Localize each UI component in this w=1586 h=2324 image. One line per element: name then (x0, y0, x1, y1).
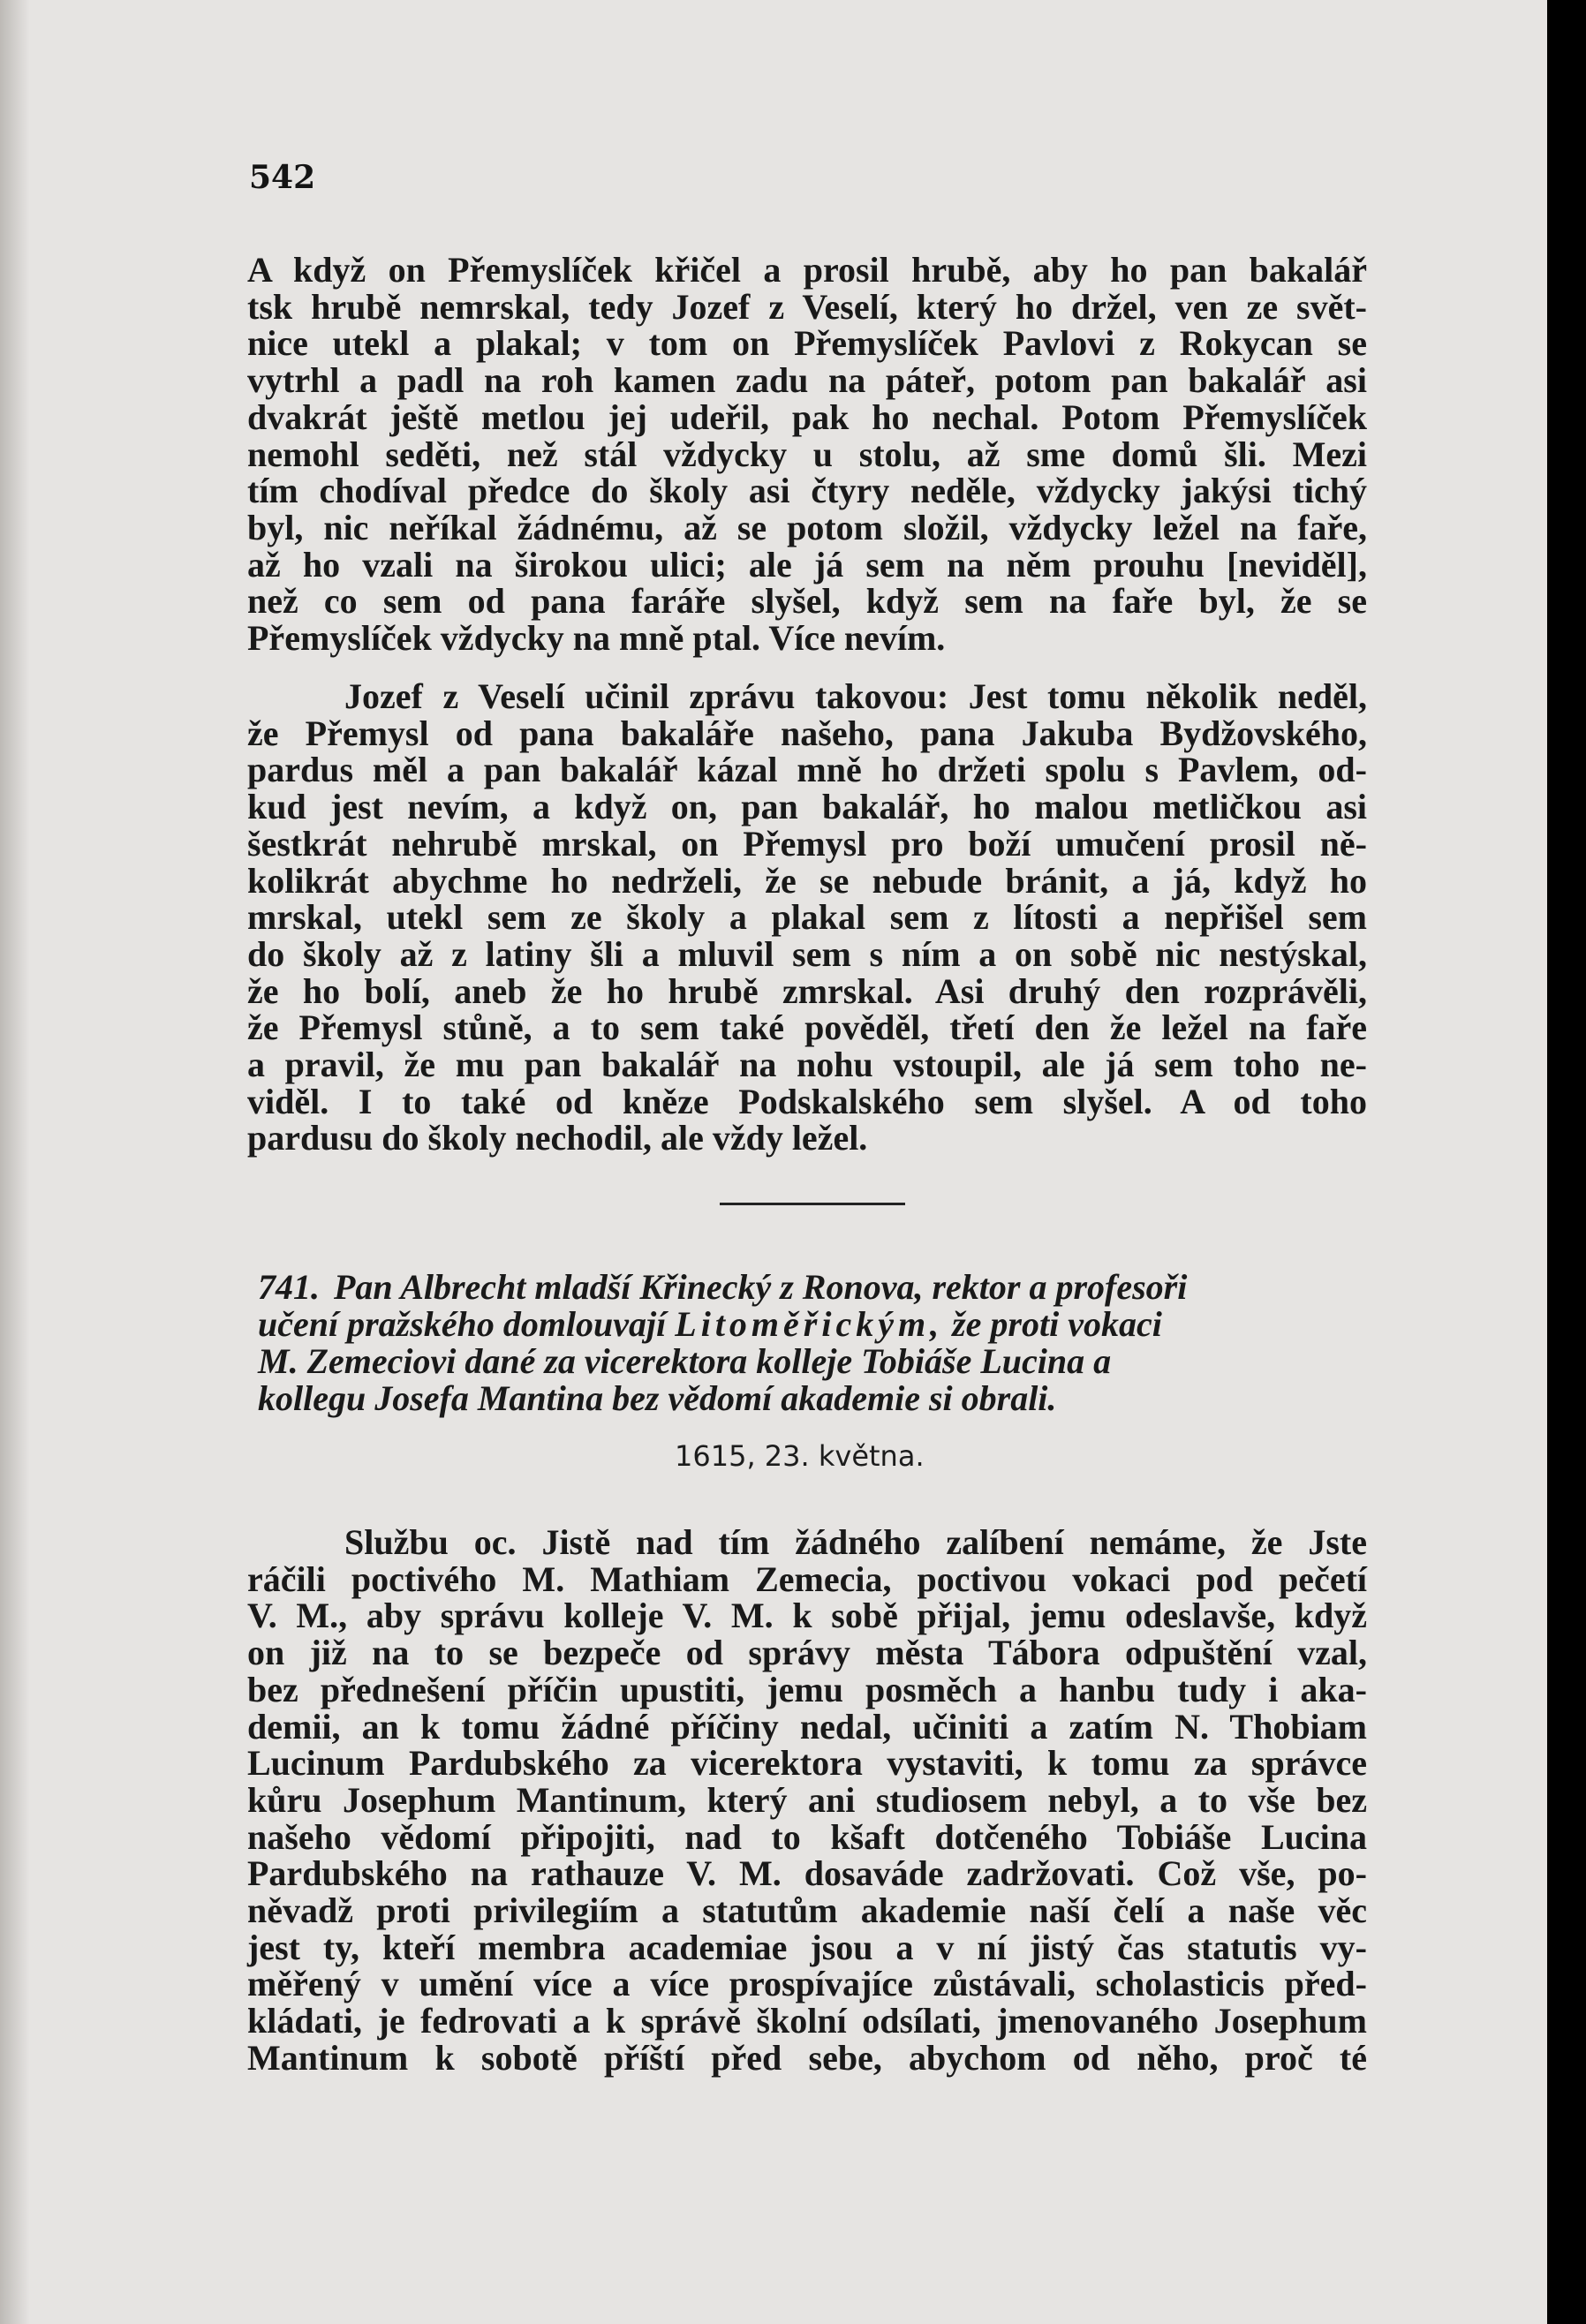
text-line: A když on Přemyslíček křičel a prosil hrubě, aby ho pan bakalář (247, 250, 1367, 290)
text-line: Lucinum Pardubského za vicerektora vystaviti, k tomu za správce (247, 1743, 1367, 1784)
text-line: tsk hrubě nemrskal, tedy Jozef z Veselí, který ho držel, ven ze svět- (247, 286, 1367, 327)
text-line: něvadž proti privilegiím a statutům akademie naší čelí a naše věc (247, 1890, 1367, 1931)
heading-line: kollegu Josefa Mantina bez vědomí akademie si obrali. (258, 1378, 1057, 1418)
text-line: Jozef z Veselí učinil zprávu takovou: Jest tomu několik neděl, (344, 676, 1367, 716)
paragraph-testimony-1 (247, 252, 1367, 657)
document-date: 1615, 23. května. (675, 1439, 925, 1473)
text-line: pardusu do školy nechodil, ale vždy ležel. (247, 1118, 868, 1158)
text-line: pardus měl a pan bakalář kázal mně ho držeti spolu s Pavlem, od- (247, 750, 1367, 790)
heading-line (258, 1306, 1372, 1343)
text-line: dvakrát ještě metlou jej udeřil, pak ho nechal. Potom Přemyslíček (247, 396, 1367, 437)
text-line: šestkrát nehrubě mrskal, on Přemysl pro boží umučení prosil ně- (247, 823, 1367, 864)
heading-text: Pan Albrecht mladší Křinecký z Ronova, rektor a profesoři (334, 1267, 1188, 1307)
text-line: kládati, je fedrovati a k správě školní odsílati, jmenovaného Josephum (247, 2001, 1367, 2041)
text-line: bez přednešení příčin upustiti, jemu posměch a hanbu tudy i aka- (247, 1669, 1367, 1709)
text-line: kud jest nevím, a když on, pan bakalář, ho malou metličkou asi (247, 787, 1367, 827)
text-line: tím chodíval předce do školy asi čtyry neděle, vždycky jakýsi tichý (247, 471, 1367, 511)
heading-text: učení pražského domlouvají (258, 1304, 676, 1344)
text-line: mrskal, utekl sem ze školy a plakal sem z lítosti a nepřišel sem (247, 897, 1367, 938)
heading-spaced-name: Litoměřickým, (675, 1304, 944, 1344)
text-line: že Přemysl stůně, a to sem také pověděl, třetí den že ležel na faře (247, 1007, 1367, 1048)
heading-line: M. Zemeciovi dané za vicerektora kolleje Tobiáše Lucina a (258, 1341, 1112, 1381)
text-line: Přemyslíček vždycky na mně ptal. Více nevím. (247, 618, 946, 659)
text-line: než co sem od pana faráře slyšel, když sem na faře byl, že se (247, 581, 1367, 622)
text-line: kolikrát abychme ho nedrželi, že se nebude bránit, a já, když ho (247, 860, 1367, 901)
text-line: kůru Josephum Mantinum, který ani studiosem nebyl, a to vše bez (247, 1779, 1367, 1820)
text-line: že ho bolí, aneb že ho hrubě zmrskal. Asi druhý den rozprávěli, (247, 970, 1367, 1011)
document-heading (258, 1269, 1372, 1417)
page-number: 542 (249, 159, 316, 196)
text-line: on již na to se bezpeče od správy města Tábora odpuštění vzal, (247, 1633, 1367, 1673)
text-line: demii, an k tomu žádné příčiny nedal, učiniti a zatím N. Thobiam (247, 1706, 1367, 1747)
text-line: do školy až z latiny šli a mluvil sem s ním a on sobě nic nestýskal, (247, 933, 1367, 974)
document-number: 741. (258, 1267, 320, 1307)
text-line: až ho vzali na širokou ulici; ale já sem na něm prouhu [neviděl], (247, 544, 1367, 585)
text-line: vytrhl a padl na roh kamen zadu na páteř, potom pan bakalář asi (247, 360, 1367, 401)
text-line: měřený v umění více a více prospívajíce zůstávali, scholasticis před- (247, 1964, 1367, 2004)
paragraph-letter (247, 1524, 1367, 2077)
text-line: nice utekl a plakal; v tom on Přemyslíček Pavlovi z Rokycan se (247, 323, 1367, 364)
page-gutter-shadow (0, 0, 30, 2324)
text-line: našeho vědomí připojiti, nad to kšaft dotčeného Tobiáše Lucina (247, 1816, 1367, 1857)
text-line: V. M., aby správu kolleje V. M. k sobě přijal, jemu odeslavše, když (247, 1596, 1367, 1636)
text-line: a pravil, že mu pan bakalář na nohu vstoupil, ale já sem toho ne- (247, 1045, 1367, 1085)
paragraph-testimony-2 (247, 678, 1367, 1157)
text-line: jest ty, kteří membra academiae jsou a v ní jistý čas statutis vy- (247, 1927, 1367, 1967)
section-divider (720, 1203, 905, 1205)
text-line: nemohl seděti, než stál vždycky u stolu, až sme domů šli. Mezi (247, 434, 1367, 474)
text-line: Mantinum k sobotě příští před sebe, abychom od něho, proč té (247, 2037, 1367, 2078)
text-line: viděl. I to také od kněze Podskalského sem slyšel. A od toho (247, 1081, 1367, 1121)
text-line: ráčili poctivého M. Mathiam Zemecia, poctivou vokaci pod pečetí (247, 1558, 1367, 1599)
text-line: že Přemysl od pana bakaláře našeho, pana Jakuba Bydžovského, (247, 713, 1367, 753)
heading-line (258, 1269, 1372, 1306)
text-line: Pardubského na rathauze V. M. dosaváde zadržovati. Což vše, po- (247, 1853, 1367, 1894)
heading-text: že proti vokaci (943, 1304, 1162, 1344)
text-line: Službu oc. Jistě nad tím žádného zalíbení nemáme, že Jste (344, 1522, 1367, 1562)
text-line: byl, nic neříkal žádnému, až se potom složil, vždycky ležel na faře, (247, 507, 1367, 547)
